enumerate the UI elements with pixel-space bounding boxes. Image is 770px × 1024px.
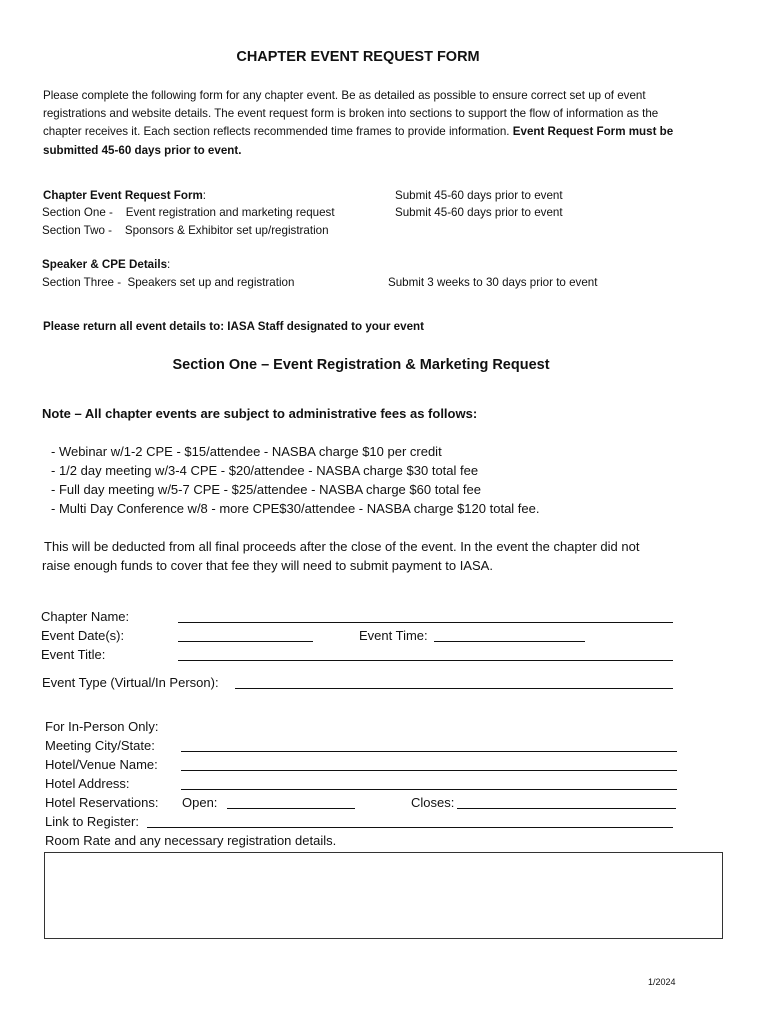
event-type-underline <box>235 688 673 689</box>
event-time-underline <box>434 641 585 642</box>
event-time-label: Event Time: <box>359 628 428 643</box>
return-note: Please return all event details to: IASA Staff designated to your event <box>43 320 424 333</box>
section-two-row: Section Two - Sponsors & Exhibitor set up/registration <box>42 224 329 237</box>
fee-item: - Webinar w/1-2 CPE - $15/attendee - NASBA charge $10 per credit <box>51 444 442 459</box>
in-person-heading: For In-Person Only: <box>45 719 159 734</box>
meeting-city-label: Meeting City/State: <box>45 738 155 753</box>
room-rate-label: Room Rate and any necessary registration details. <box>45 833 337 848</box>
intro-paragraph <box>43 87 683 160</box>
link-to-register-underline <box>147 827 673 828</box>
fee-item: - Full day meeting w/5-7 CPE - $25/attendee - NASBA charge $60 total fee <box>51 482 481 497</box>
section-one-deadline: Submit 45-60 days prior to event <box>395 206 563 219</box>
reservations-closes-input[interactable] <box>459 791 673 807</box>
intro-text: Please complete the following form for any chapter event. Be as detailed as possible to ensure correct set up of event registrations and website details. The event request form is broken into sections to support the flow of information as the chapter receives it. Each section reflects recommended time frames to provide information. <box>43 89 659 139</box>
hotel-address-label: Hotel Address: <box>45 776 130 791</box>
chapter-event-deadline: Submit 45-60 days prior to event <box>395 189 563 202</box>
section-three-row: Section Three - Speakers set up and registration <box>42 276 295 289</box>
hotel-address-input[interactable] <box>183 772 674 788</box>
event-type-input[interactable] <box>237 671 670 687</box>
event-title-underline <box>178 660 673 661</box>
reservations-closes-label: Closes: <box>411 795 455 810</box>
fee-item: - 1/2 day meeting w/3-4 CPE - $20/attendee - NASBA charge $30 total fee <box>51 463 479 478</box>
version-footer: 1/2024 <box>648 977 676 987</box>
chapter-event-heading-text: Chapter Event Request Form <box>43 189 203 202</box>
event-dates-label: Event Date(s): <box>41 628 125 643</box>
chapter-name-input[interactable] <box>180 605 670 621</box>
room-rate-textarea[interactable] <box>47 855 723 939</box>
chapter-event-heading-colon: : <box>202 189 206 202</box>
meeting-city-input[interactable] <box>183 734 674 750</box>
hotel-venue-underline <box>181 770 677 771</box>
event-title-label: Event Title: <box>41 647 106 662</box>
event-type-label: Event Type (Virtual/In Person): <box>42 675 219 690</box>
reservations-closes-underline <box>457 808 676 809</box>
event-dates-input[interactable] <box>180 624 310 640</box>
reservations-open-input[interactable] <box>229 791 352 807</box>
page-title: CHAPTER EVENT REQUEST FORM <box>236 49 480 65</box>
hotel-address-underline <box>181 789 677 790</box>
section-three-deadline: Submit 3 weeks to 30 days prior to event <box>388 276 598 289</box>
event-dates-underline <box>178 641 313 642</box>
speaker-cpe-heading-colon: : <box>167 258 171 271</box>
meeting-city-underline <box>181 751 677 752</box>
reservations-open-label: Open: <box>182 795 218 810</box>
fee-item: - Multi Day Conference w/8 - more CPE$30/attendee - NASBA charge $120 total fee. <box>51 501 540 516</box>
chapter-name-label: Chapter Name: <box>41 609 130 624</box>
deduction-text-1: This will be deducted from all final proceeds after the close of the event. In the event the chapter did not <box>44 539 640 554</box>
event-time-input[interactable] <box>436 624 582 640</box>
speaker-cpe-heading <box>42 258 170 271</box>
intro-deadline: Event Request Form must be submitted 45-60 days prior to event. <box>43 125 674 157</box>
section-one-row: Section One - Event registration and marketing request <box>42 206 335 219</box>
hotel-reservations-label: Hotel Reservations: <box>45 795 159 810</box>
section-one-heading: Section One – Event Registration & Marketing Request <box>172 357 550 373</box>
deduction-text-2: raise enough funds to cover that fee they will need to submit payment to IASA. <box>42 558 493 573</box>
reservations-open-underline <box>227 808 355 809</box>
link-to-register-input[interactable] <box>149 810 670 826</box>
event-title-input[interactable] <box>180 643 670 659</box>
chapter-event-heading <box>43 189 206 202</box>
hotel-venue-input[interactable] <box>183 753 674 769</box>
link-to-register-label: Link to Register: <box>45 814 139 829</box>
speaker-cpe-heading-text: Speaker & CPE Details <box>42 258 168 271</box>
admin-fee-note: Note – All chapter events are subject to administrative fees as follows: <box>42 406 478 421</box>
hotel-venue-label: Hotel/Venue Name: <box>45 757 158 772</box>
chapter-name-underline <box>178 622 673 623</box>
